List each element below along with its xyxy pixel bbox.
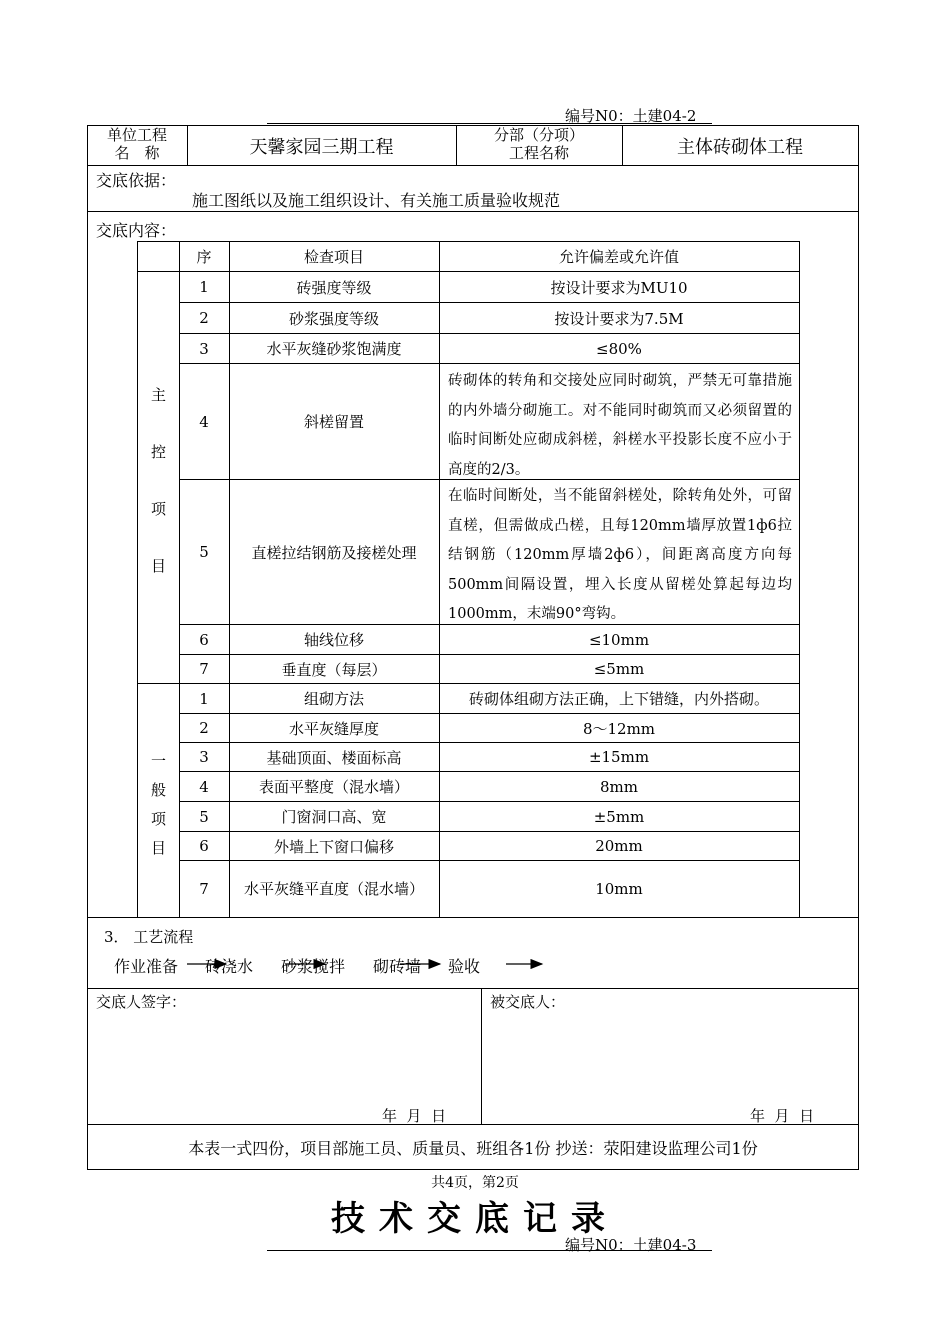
main-row-5-value: 在临时间断处，当不能留斜槎处，除转角处外，可留直槎，但需做成凸槎，且每120mm墙厚放置1ф6拉结钢筋（120mm厚墙2ф6），间距离高度方向每500mm间隔设置，埋入长度从留槎处算起每边均1000mm，末端90°弯钩。 <box>448 488 792 622</box>
part-name-value: 主体砖砌体工程 <box>677 136 803 158</box>
process-step-4: 砌砖墙 <box>373 957 422 976</box>
general-row-4-seq: 4 <box>199 777 209 796</box>
receiver-signature-label: 被交底人： <box>490 993 566 1011</box>
general-row-5-value: ±5mm <box>593 807 645 826</box>
main-row-6-value: ≤10mm <box>588 630 650 649</box>
general-row-2-value: 8～12mm <box>582 719 656 738</box>
part-name-label: 分部（分项） 工程名称 <box>493 126 584 162</box>
main-row-2-item: 砂浆强度等级 <box>288 309 379 328</box>
next-page-title: 技术交底记录 <box>331 1199 619 1239</box>
header-seq: 序 <box>196 248 212 266</box>
main-row-1-seq: 1 <box>199 278 209 296</box>
header-item: 检查项目 <box>303 248 364 266</box>
main-row-1-value: 按设计要求为MU10 <box>550 278 688 297</box>
general-row-4-value: 8mm <box>600 777 638 796</box>
main-row-4-seq: 4 <box>199 412 209 431</box>
general-row-3-seq: 3 <box>199 748 209 766</box>
general-row-7-value: 10mm <box>595 880 643 898</box>
unit-name-value: 天馨家园三期工程 <box>249 136 394 158</box>
general-row-6-value: 20mm <box>595 837 643 855</box>
general-row-6-seq: 6 <box>199 837 209 855</box>
general-row-6-item: 外墙上下窗口偏移 <box>273 837 394 856</box>
main-row-5-item: 直槎拉结钢筋及接槎处理 <box>251 543 417 562</box>
process-step-3: 砂浆搅拌 <box>281 957 346 976</box>
main-row-5-seq: 5 <box>199 543 209 561</box>
main-row-3-value: ≤80% <box>596 339 642 358</box>
general-row-1-item: 组砌方法 <box>303 690 364 708</box>
process-title: 3． 工艺流程 <box>104 928 194 946</box>
unit-name-label: 单位工程 名 称 <box>106 126 167 162</box>
content-label: 交底内容： <box>96 221 177 240</box>
receiver-date: 年 月 日 <box>750 1107 815 1125</box>
general-row-1-seq: 1 <box>199 689 209 708</box>
main-row-3-seq: 3 <box>199 339 209 358</box>
doc-number-bottom: 编号N0：土建04-3 <box>565 1236 697 1254</box>
process-step-1: 作业准备 <box>114 957 179 976</box>
main-row-6-seq: 6 <box>199 630 209 649</box>
general-row-1-value: 砖砌体组砌方法正确，上下错缝，内外搭砌。 <box>468 690 769 708</box>
main-row-4-item: 斜槎留置 <box>303 413 364 431</box>
main-row-7-value: ≤5mm <box>593 660 645 678</box>
general-row-7-seq: 7 <box>199 880 209 898</box>
general-row-5-seq: 5 <box>199 807 209 826</box>
main-row-2-seq: 2 <box>199 309 209 327</box>
main-row-7-item: 垂直度（每层） <box>281 660 387 679</box>
basis-text: 施工图纸以及施工组织设计、有关施工质量验收规范 <box>192 191 561 210</box>
basis-label: 交底依据： <box>96 171 177 190</box>
page-info: 共4页，第2页 <box>431 1175 519 1191</box>
distribution-note: 本表一式四份，项目部施工员、质量员、班组各1份 抄送：荥阳建设监理公司1份 <box>188 1138 758 1158</box>
general-row-2-item: 水平灰缝厚度 <box>288 719 379 738</box>
general-row-5-item: 门窗洞口高、宽 <box>281 808 387 826</box>
main-row-6-item: 轴线位移 <box>303 631 364 649</box>
general-row-2-seq: 2 <box>199 719 209 737</box>
general-row-3-item: 基础顶面、楼面标高 <box>266 748 402 767</box>
main-row-1-item: 砖强度等级 <box>296 278 372 297</box>
handover-signature-label: 交底人签字： <box>96 993 187 1011</box>
general-row-4-item: 表面平整度（混水墙） <box>258 778 409 796</box>
main-row-2-value: 按设计要求为7.5M <box>554 309 684 328</box>
main-row-4-value: 砖砌体的转角和交接处应同时砌筑，严禁无可靠措施的内外墙分砌施工。对不能同时砌筑而又必须留置的临时间断处应砌成斜槎，斜槎水平投影长度不应小于高度的2/3。 <box>448 373 792 478</box>
process-step-5: 验收 <box>448 957 481 976</box>
doc-number-top: 编号N0：土建04-2 <box>565 107 697 125</box>
general-row-7-item: 水平灰缝平直度（混水墙） <box>244 880 425 898</box>
main-row-3-item: 水平灰缝砂浆饱满度 <box>266 340 402 358</box>
process-step-2: 砖浇水 <box>205 957 254 976</box>
header-value: 允许偏差或允许值 <box>558 248 679 266</box>
general-row-3-value: ±15mm <box>588 748 650 766</box>
main-row-7-seq: 7 <box>199 660 209 678</box>
handover-date: 年 月 日 <box>382 1107 447 1125</box>
